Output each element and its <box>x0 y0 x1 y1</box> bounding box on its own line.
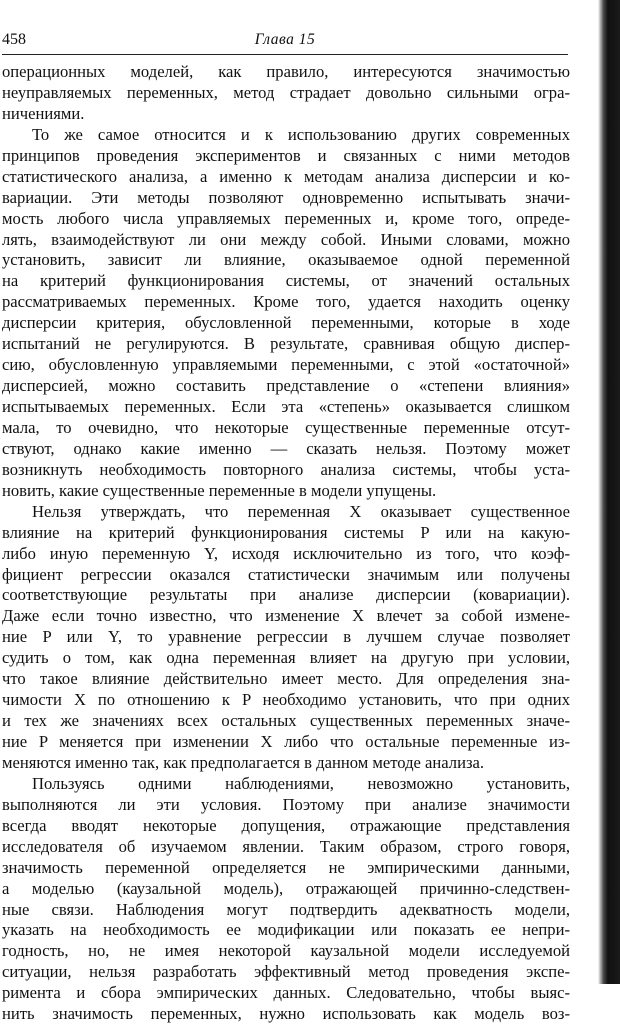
text-line: операционных моделей, как правило, интересуются значимостью <box>2 62 570 81</box>
running-head: Глава 15 <box>254 31 316 48</box>
text-line: сию, обусловленную управляемыми переменными, с этой «остаточной» <box>2 355 570 375</box>
text-line: указать на необходимость ее модификации или показать ее непри- <box>2 920 570 940</box>
text-line: значимость переменной определяется не эмпирическими данными, <box>2 857 570 877</box>
text-line: меняются именно так, как предполагается в данном методе анализа. <box>2 752 485 772</box>
text-line: соответствующие результаты при анализе дисперсии (ковариации). <box>2 585 570 605</box>
text-line: Даже если точно известно, что изменение X влечет за собой измене- <box>2 606 570 626</box>
text-line: годность, но, не имея некоторой каузальной модели исследуемой <box>2 941 570 961</box>
text-line: дисперсией, можно составить представление о «степени влияния» <box>2 376 570 396</box>
text-line: рассматриваемых переменных. Кроме того, удается находить оценку <box>2 292 570 312</box>
text-line: статистического анализа, а именно к методам анализа дисперсии и ко- <box>2 166 570 186</box>
text-line: Пользуясь одними наблюдениями, невозможно установить, <box>32 773 570 793</box>
text-line: мость любого числа управляемых переменных и, кроме того, опреде- <box>2 208 570 228</box>
text-line: установить, зависит ли влияние, оказываемое одной переменной <box>2 250 570 270</box>
text-line: фициент регрессии оказался статистически значимым или получены <box>2 564 570 584</box>
text-line: испытываемых переменных. Если эта «степень» оказывается слишком <box>2 397 570 416</box>
text-line: нить значимость переменных, нужно использовать как модель воз- <box>2 1004 570 1024</box>
text-line: ные связи. Наблюдения могут подтвердить адекватность модели, <box>2 899 570 919</box>
text-line: чимости X по отношению к P необходимо установить, что при одних <box>2 690 570 710</box>
text-line: а моделью (каузальной модель), отражающей причинно-следствен- <box>2 878 570 898</box>
body-text <box>2 62 570 1025</box>
text-line: лять, взаимодействуют ли они между собой. Иными словами, можно <box>2 229 570 249</box>
text-line: на критерий функционирования системы, от значений остальных <box>2 271 570 291</box>
text-line: выполняются ли эти условия. Поэтому при анализе значимости <box>2 794 570 814</box>
page-number: 458 <box>2 31 26 48</box>
text-line: ствуют, однако какие именно — сказать нельзя. Поэтому может <box>2 438 570 458</box>
text-line: римента и сбора эмпирических данных. Следовательно, чтобы выяс- <box>2 983 570 1003</box>
text-line: исследователя об изучаемом явлении. Таким образом, строго говоря, <box>2 836 570 856</box>
text-line: принципов проведения экспериментов и связанных с ними методов <box>2 145 570 165</box>
text-line: возникнуть необходимость повторного анализа системы, чтобы уста- <box>2 459 570 479</box>
text-line: что такое влияние действительно имеет место. Для определения зна- <box>2 669 570 689</box>
text-line: мала, то очевидно, что некоторые существенные переменные отсут- <box>2 417 570 437</box>
text-line: и тех же значениях всех остальных существенных переменных значе- <box>2 711 570 731</box>
text-line: влияние на критерий функционирования системы P или на какую- <box>2 522 570 542</box>
page-edge-shadow <box>598 0 620 984</box>
text-line: вариации. Эти методы позволяют одновременно испытывать значи- <box>2 187 570 207</box>
text-line: неуправляемых переменных, метод страдает довольно сильными огра- <box>2 82 570 102</box>
text-line: ние P или Y, то уравнение регрессии в лучшем случае позволяет <box>2 627 570 647</box>
text-line: судить о том, как одна переменная влияет на другую при условии, <box>2 648 570 668</box>
text-line: дисперсии критерия, обусловленной переменными, которые в ходе <box>2 313 570 333</box>
text-line: Нельзя утверждать, что переменная X оказывает существенное <box>32 501 570 521</box>
text-line: либо иную переменную Y, исходя исключительно из того, что коэф- <box>2 543 570 563</box>
text-line: испытаний не регулируются. В результате, сравнивая общую диспер- <box>2 334 570 354</box>
text-line: новить, какие существенные переменные в модели упущены. <box>2 480 437 500</box>
text-line: ничениями. <box>2 103 85 123</box>
text-line: ситуации, нельзя разработать эффективный метод проведения экспе- <box>2 962 570 982</box>
text-line: всегда вводят некоторые допущения, отражающие представления <box>2 815 570 835</box>
text-line: ние P меняется при изменении X либо что остальные переменные из- <box>2 732 570 751</box>
text-line: То же самое относится и к использованию других современных <box>32 124 570 144</box>
page-header <box>2 30 568 55</box>
